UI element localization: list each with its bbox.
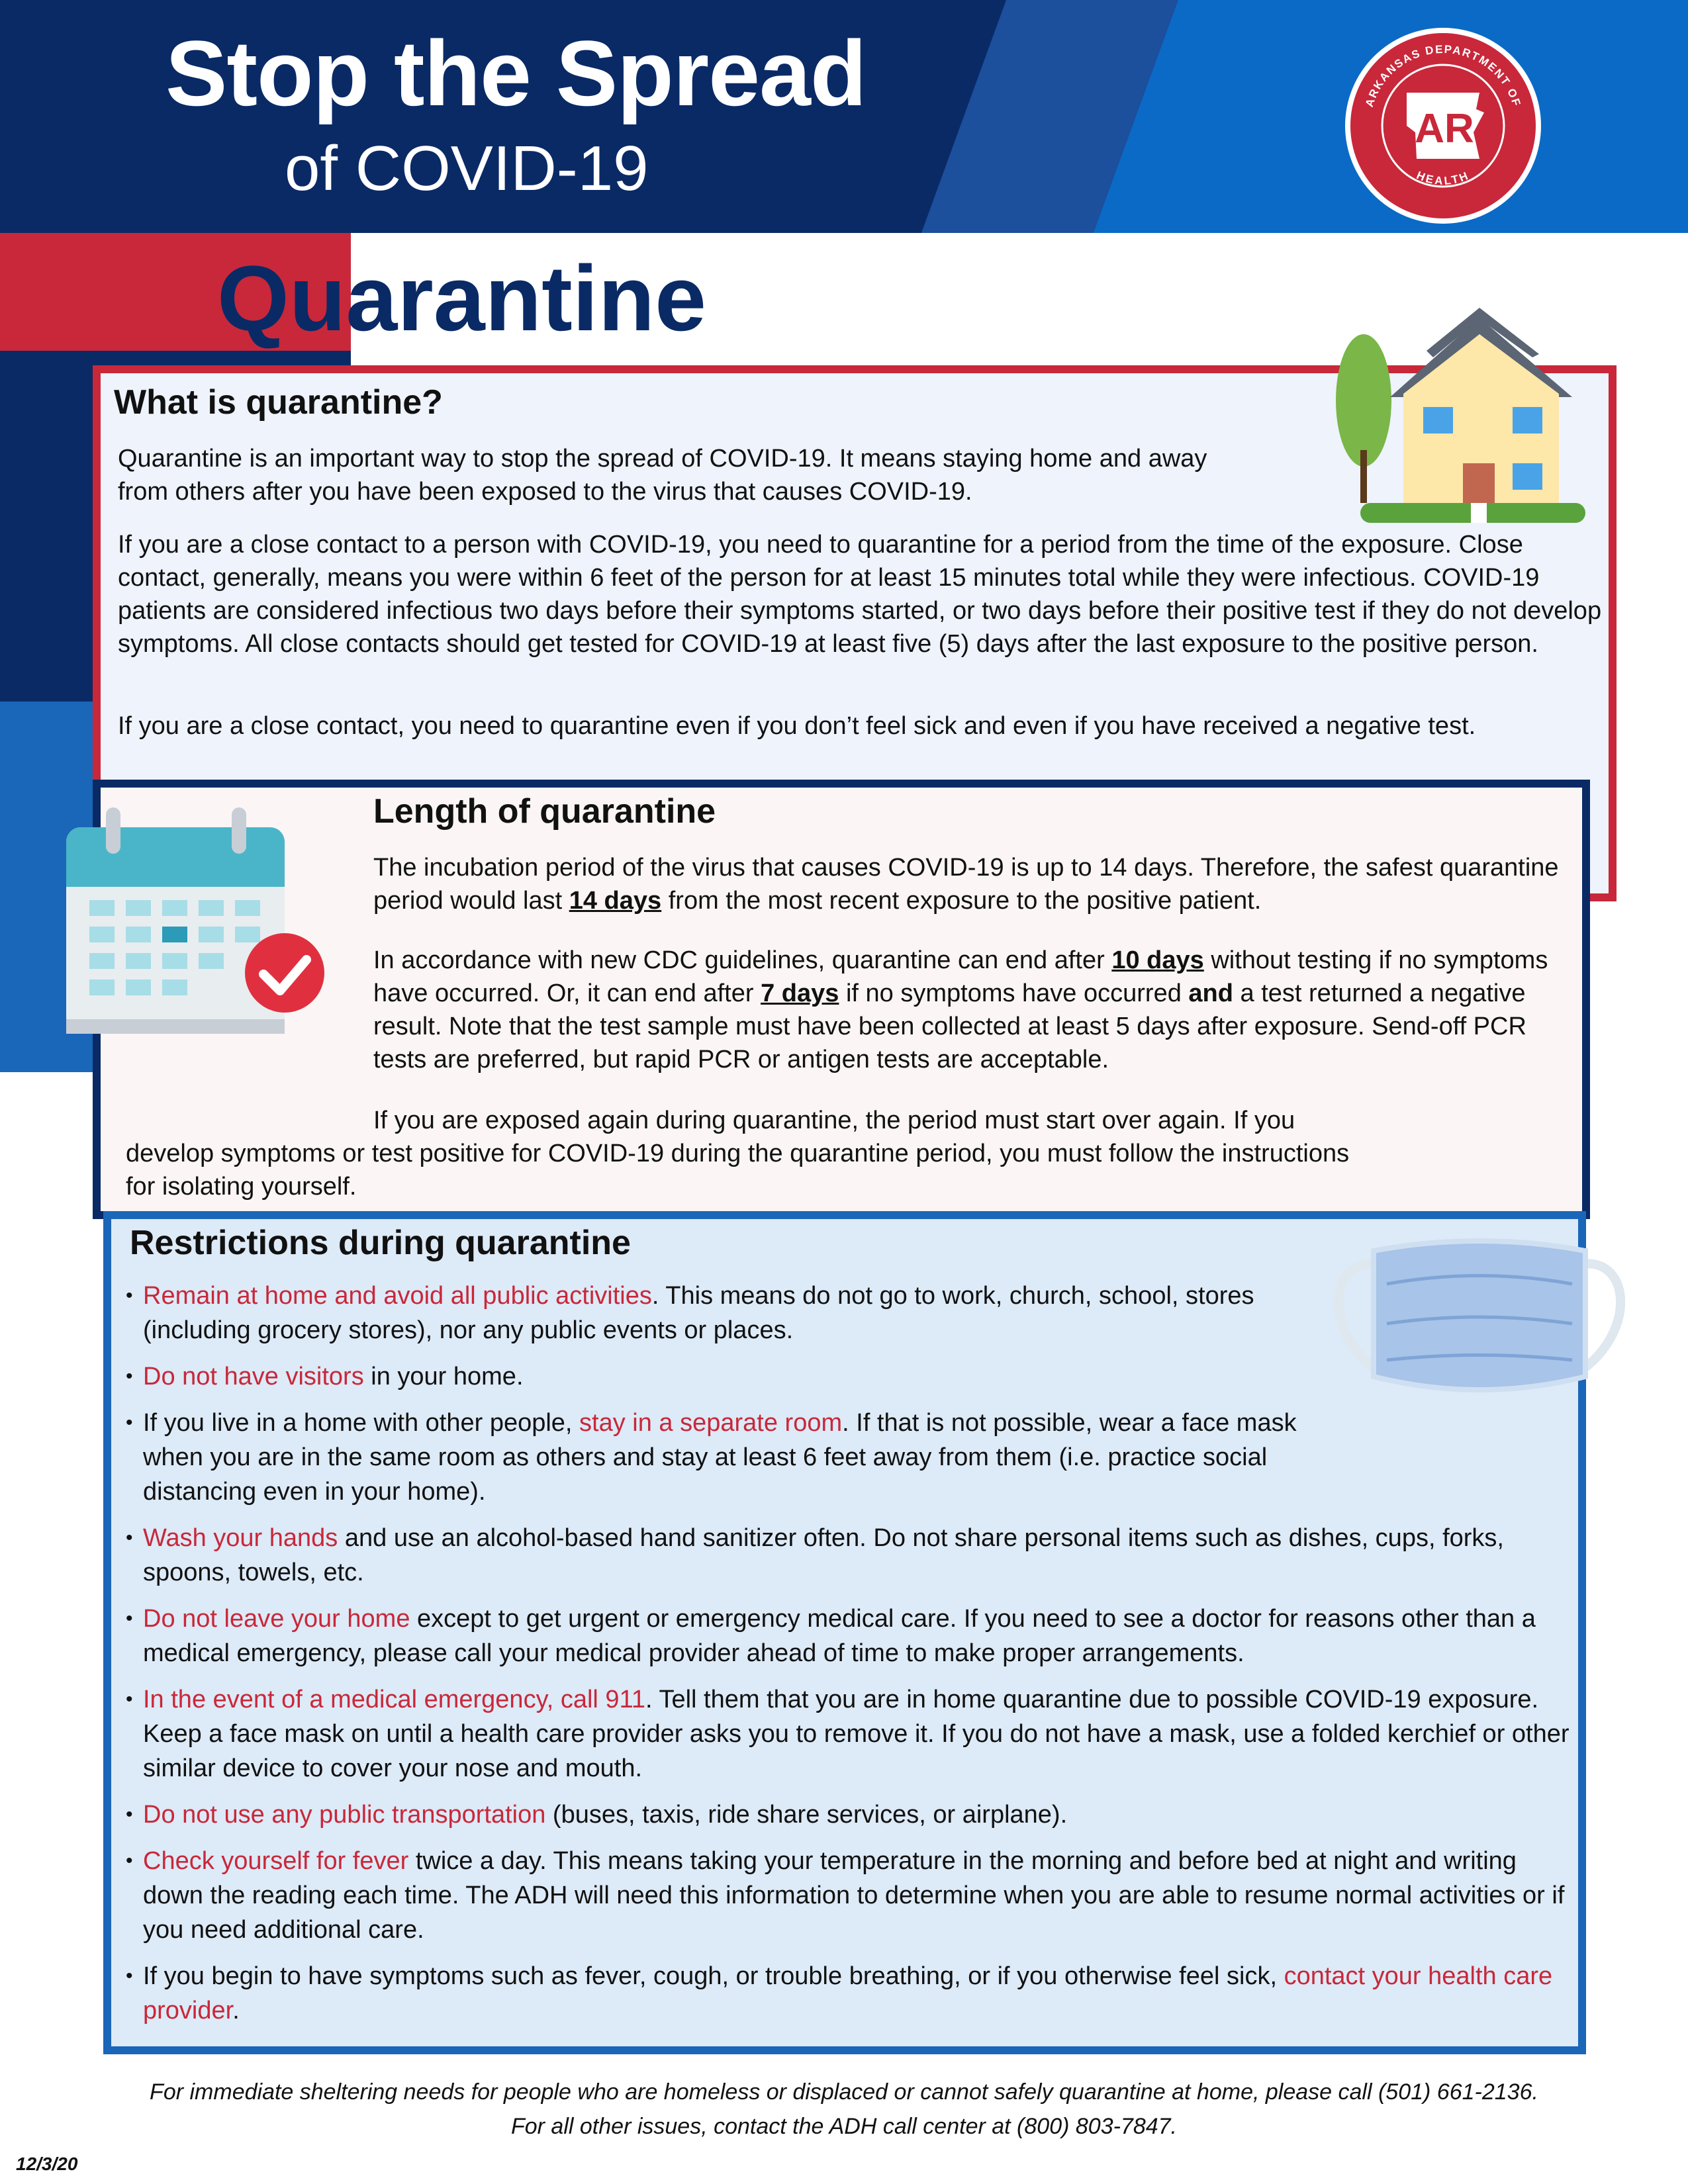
paragraph: If you are a close contact to a person with COVID-19, you need to quarantine for a period from the time of the exposure. Close contact, generally, means you were within 6 feet of the person for at least 15 minutes total while they were infectious. COVID-19 patients are considered infectious two days before their symptoms started, or two days before their positive test if they do not develop symptoms. All close contacts should get tested for COVID-19 at least five (5) days after the last exposure to the positive person. xyxy=(118,531,1602,658)
paragraph: In accordance with new CDC guidelines, quarantine can end after 10 days without testing if no symptoms have occurred. Or, it can end after 7 days if no symptoms have occurred and a test returned a negative result. Note that the test sample must have been collected at least 5 days after exposure. Send-off PCR tests are preferred, but rapid PCR or antigen tests are acceptable. xyxy=(373,946,1548,1073)
calendar-icon xyxy=(60,801,338,1066)
page-title: Quarantine xyxy=(217,246,707,350)
footer-note: For immediate sheltering needs for people who are homeless or displaced or cannot safely quarantine at home, please call (501) 661-2136. xyxy=(150,2079,1538,2105)
paragraph: Quarantine is an important way to stop the spread of COVID-19. It means staying home and away from others after you have been exposed to the virus that causes COVID-19. xyxy=(118,445,1207,506)
banner-subtitle: of COVID-19 xyxy=(285,133,649,204)
revision-date: 12/3/20 xyxy=(16,2154,78,2174)
footer-note: For all other issues, contact the ADH call center at (800) 803-7847. xyxy=(510,2114,1178,2139)
list-item: • Do not use any public transportation (buses, taxis, ride share services, or airplane). xyxy=(126,1797,1575,1832)
svg-text:AR: AR xyxy=(1415,106,1474,152)
face-mask-icon xyxy=(1314,1205,1645,1456)
banner-title: Stop the Spread xyxy=(165,21,867,125)
adh-logo xyxy=(1344,26,1542,225)
list-item: • Remain at home and avoid all public activities. This means do not go to work, church, school, stores (including grocery stores), nor any public events or places. xyxy=(126,1279,1301,1347)
section-heading: Restrictions during quarantine xyxy=(130,1224,631,1262)
section-heading: Length of quarantine xyxy=(373,792,716,831)
house-icon xyxy=(1321,304,1618,602)
list-item: • Check yourself for fever twice a day. This means taking your temperature in the morning and before bed at night and writing down the reading each time. The ADH will need this information to determine when you are able to resume normal activities or if you need additional care. xyxy=(126,1844,1575,1947)
svg-text:HEALTH: HEALTH xyxy=(1415,169,1472,188)
section-heading: What is quarantine? xyxy=(114,383,443,422)
list-item: • If you begin to have symptoms such as fever, cough, or trouble breathing, or if you otherwise feel sick, contact your health care provider. xyxy=(126,1959,1575,2028)
list-item: • If you live in a home with other people, stay in a separate room. If that is not possible, wear a face mask when you are in the same room as others and stay at least 6 feet away from them (i.e. practice social distancing even in your home). xyxy=(126,1406,1335,1509)
svg-text:ARKANSAS DEPARTMENT OF: ARKANSAS DEPARTMENT OF xyxy=(1362,42,1524,109)
list-item: • Do not have visitors in your home. xyxy=(126,1359,1575,1394)
list-item: • In the event of a medical emergency, call 911. Tell them that you are in home quarantine due to possible COVID-19 exposure. Keep a face mask on until a health care provider asks you to remove it. If you do not have a mask, use a folded kerchief or other similar device to cover your nose and mouth. xyxy=(126,1682,1575,1786)
list-item: • Do not leave your home except to get urgent or emergency medical care. If you need to see a doctor for reasons other than a medical emergency, please call your medical provider ahead of time to make proper arrangements. xyxy=(126,1602,1575,1670)
paragraph: If you are exposed again during quarantine, the period must start over again. If you develop symptoms or test positive for COVID-19 during the quarantine period, you must follow the instructions for isolating yourself. xyxy=(126,1107,1350,1201)
paragraph: The incubation period of the virus that causes COVID-19 is up to 14 days. Therefore, the safest quarantine period would last 14 days from the most recent exposure to the positive patient. xyxy=(373,854,1559,915)
list-item: • Wash your hands and use an alcohol-based hand sanitizer often. Do not share personal items such as dishes, cups, forks, spoons, towels, etc. xyxy=(126,1521,1575,1590)
paragraph: If you are a close contact, you need to quarantine even if you don’t feel sick and even if you have received a negative test. xyxy=(118,712,1476,740)
